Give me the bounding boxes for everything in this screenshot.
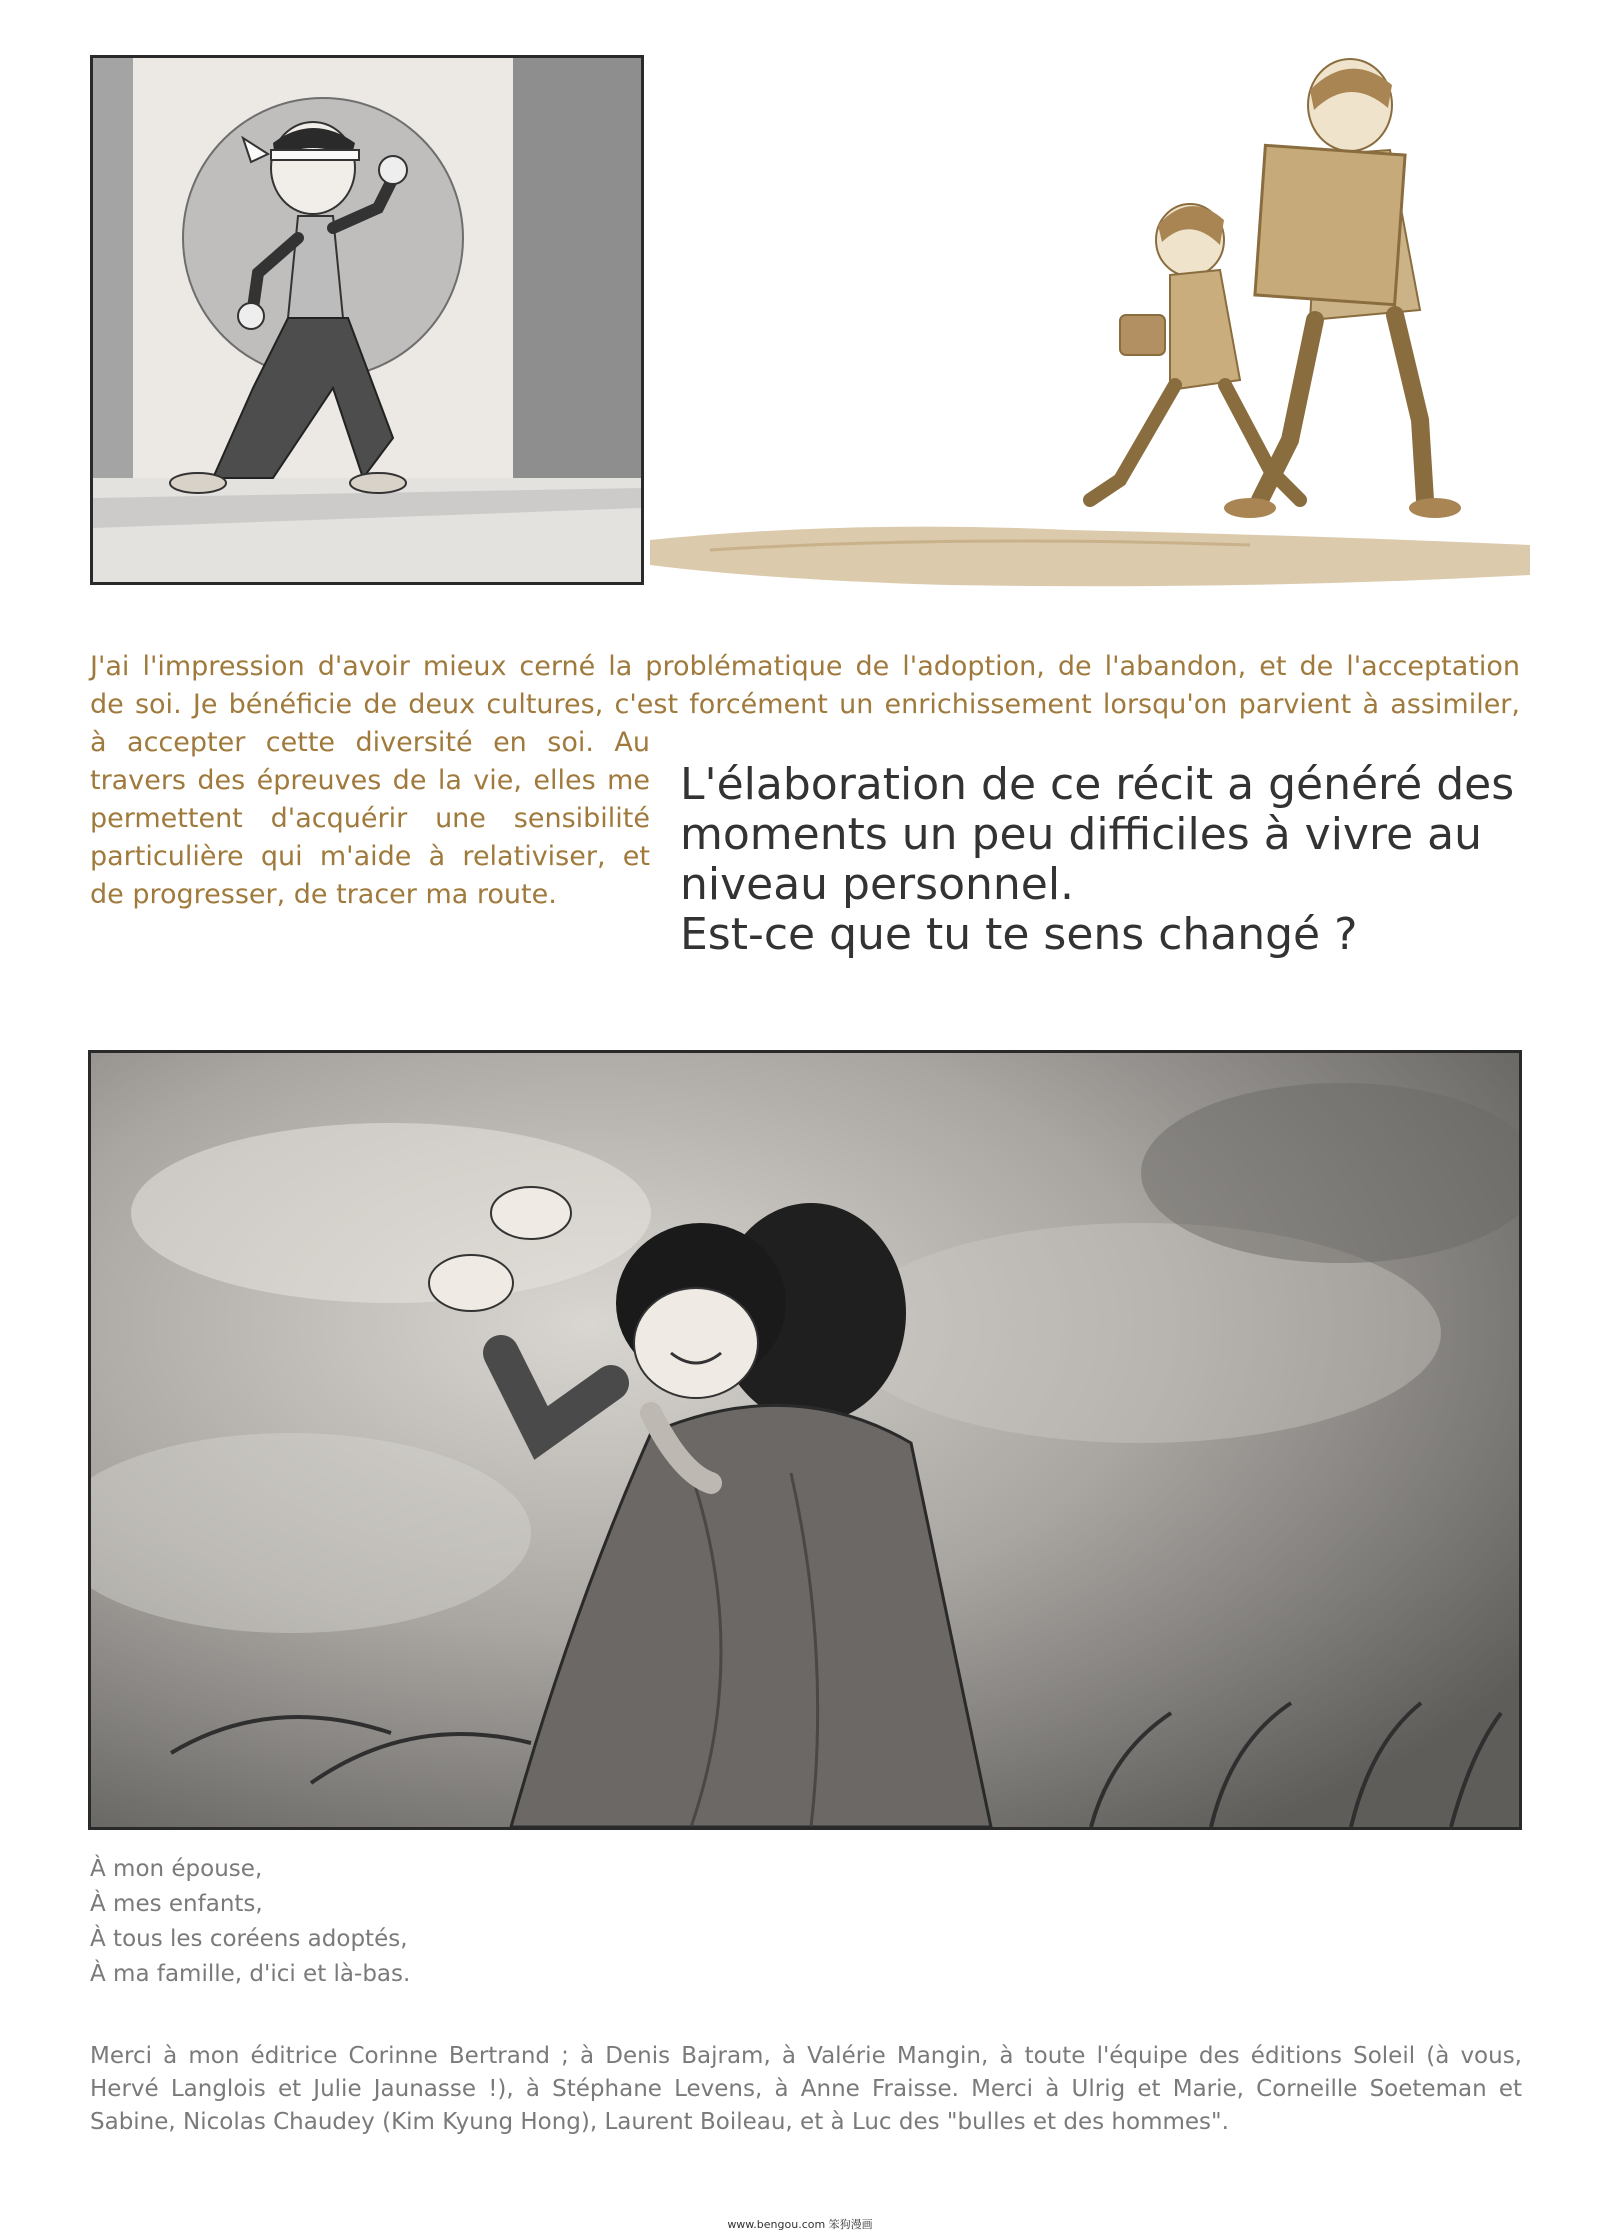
answer-line-3: à accepter cette diversité en soi. Au: [90, 727, 650, 758]
dedication-line-4: À ma famille, d'ici et là-bas.: [90, 1961, 411, 1987]
answer-line-1: J'ai l'impression d'avoir mieux cerné la problématique de l'adoption, de l'abandon, et de l'acceptation: [90, 651, 1520, 682]
panel-karate-boy: [90, 55, 644, 585]
vignette-walking-children: [650, 30, 1530, 610]
embrace-illustration: [91, 1053, 1519, 1827]
dedication-line-1: À mon épouse,: [90, 1856, 263, 1882]
dedication: [90, 1852, 790, 1992]
dedication-line-3: À tous les coréens adoptés,: [90, 1926, 408, 1952]
answer-line-7: de progresser, de tracer ma route.: [90, 879, 557, 910]
acknowledgements: [90, 2040, 1522, 2139]
panel-embrace: [88, 1050, 1522, 1830]
question-line-2: moments un peu difficiles à vivre au: [680, 809, 1482, 860]
thanks-line-3: Sabine, Nicolas Chaudey (Kim Kyung Hong), Laurent Boileau, et à Luc des "bulles et des hommes".: [90, 2109, 1229, 2135]
dedication-line-2: À mes enfants,: [90, 1891, 263, 1917]
question-line-4: Est-ce que tu te sens changé ?: [680, 909, 1358, 960]
answer-line-5: permettent d'acquérir une sensibilité: [90, 803, 650, 834]
answer-line-2: de soi. Je bénéficie de deux cultures, c'est forcément un enrichissement lorsqu'on parvient à assimiler,: [90, 689, 1520, 720]
answer-line-4: travers des épreuves de la vie, elles me: [90, 765, 650, 796]
interview-question: [680, 760, 1540, 960]
question-line-1: L'élaboration de ce récit a généré des: [680, 759, 1515, 810]
karate-boy-illustration: [93, 58, 641, 582]
question-line-3: niveau personnel.: [680, 859, 1075, 910]
answer-line-6: particulière qui m'aide à relativiser, et: [90, 841, 650, 872]
walking-children-illustration: [650, 30, 1530, 610]
site-watermark: www.bengou.com 笨狗漫画: [727, 2218, 873, 2231]
thanks-line-1: Merci à mon éditrice Corinne Bertrand ; à Denis Bajram, à Valérie Mangin, à toute l'équipe des éditions Soleil (à vous,: [90, 2043, 1522, 2069]
answer-paragraph-continued: [90, 724, 650, 914]
thanks-line-2: Hervé Langlois et Julie Jaunasse !), à Stéphane Levens, à Anne Fraisse. Merci à Ulrig et Marie, Corneille Soeteman et: [90, 2076, 1522, 2102]
